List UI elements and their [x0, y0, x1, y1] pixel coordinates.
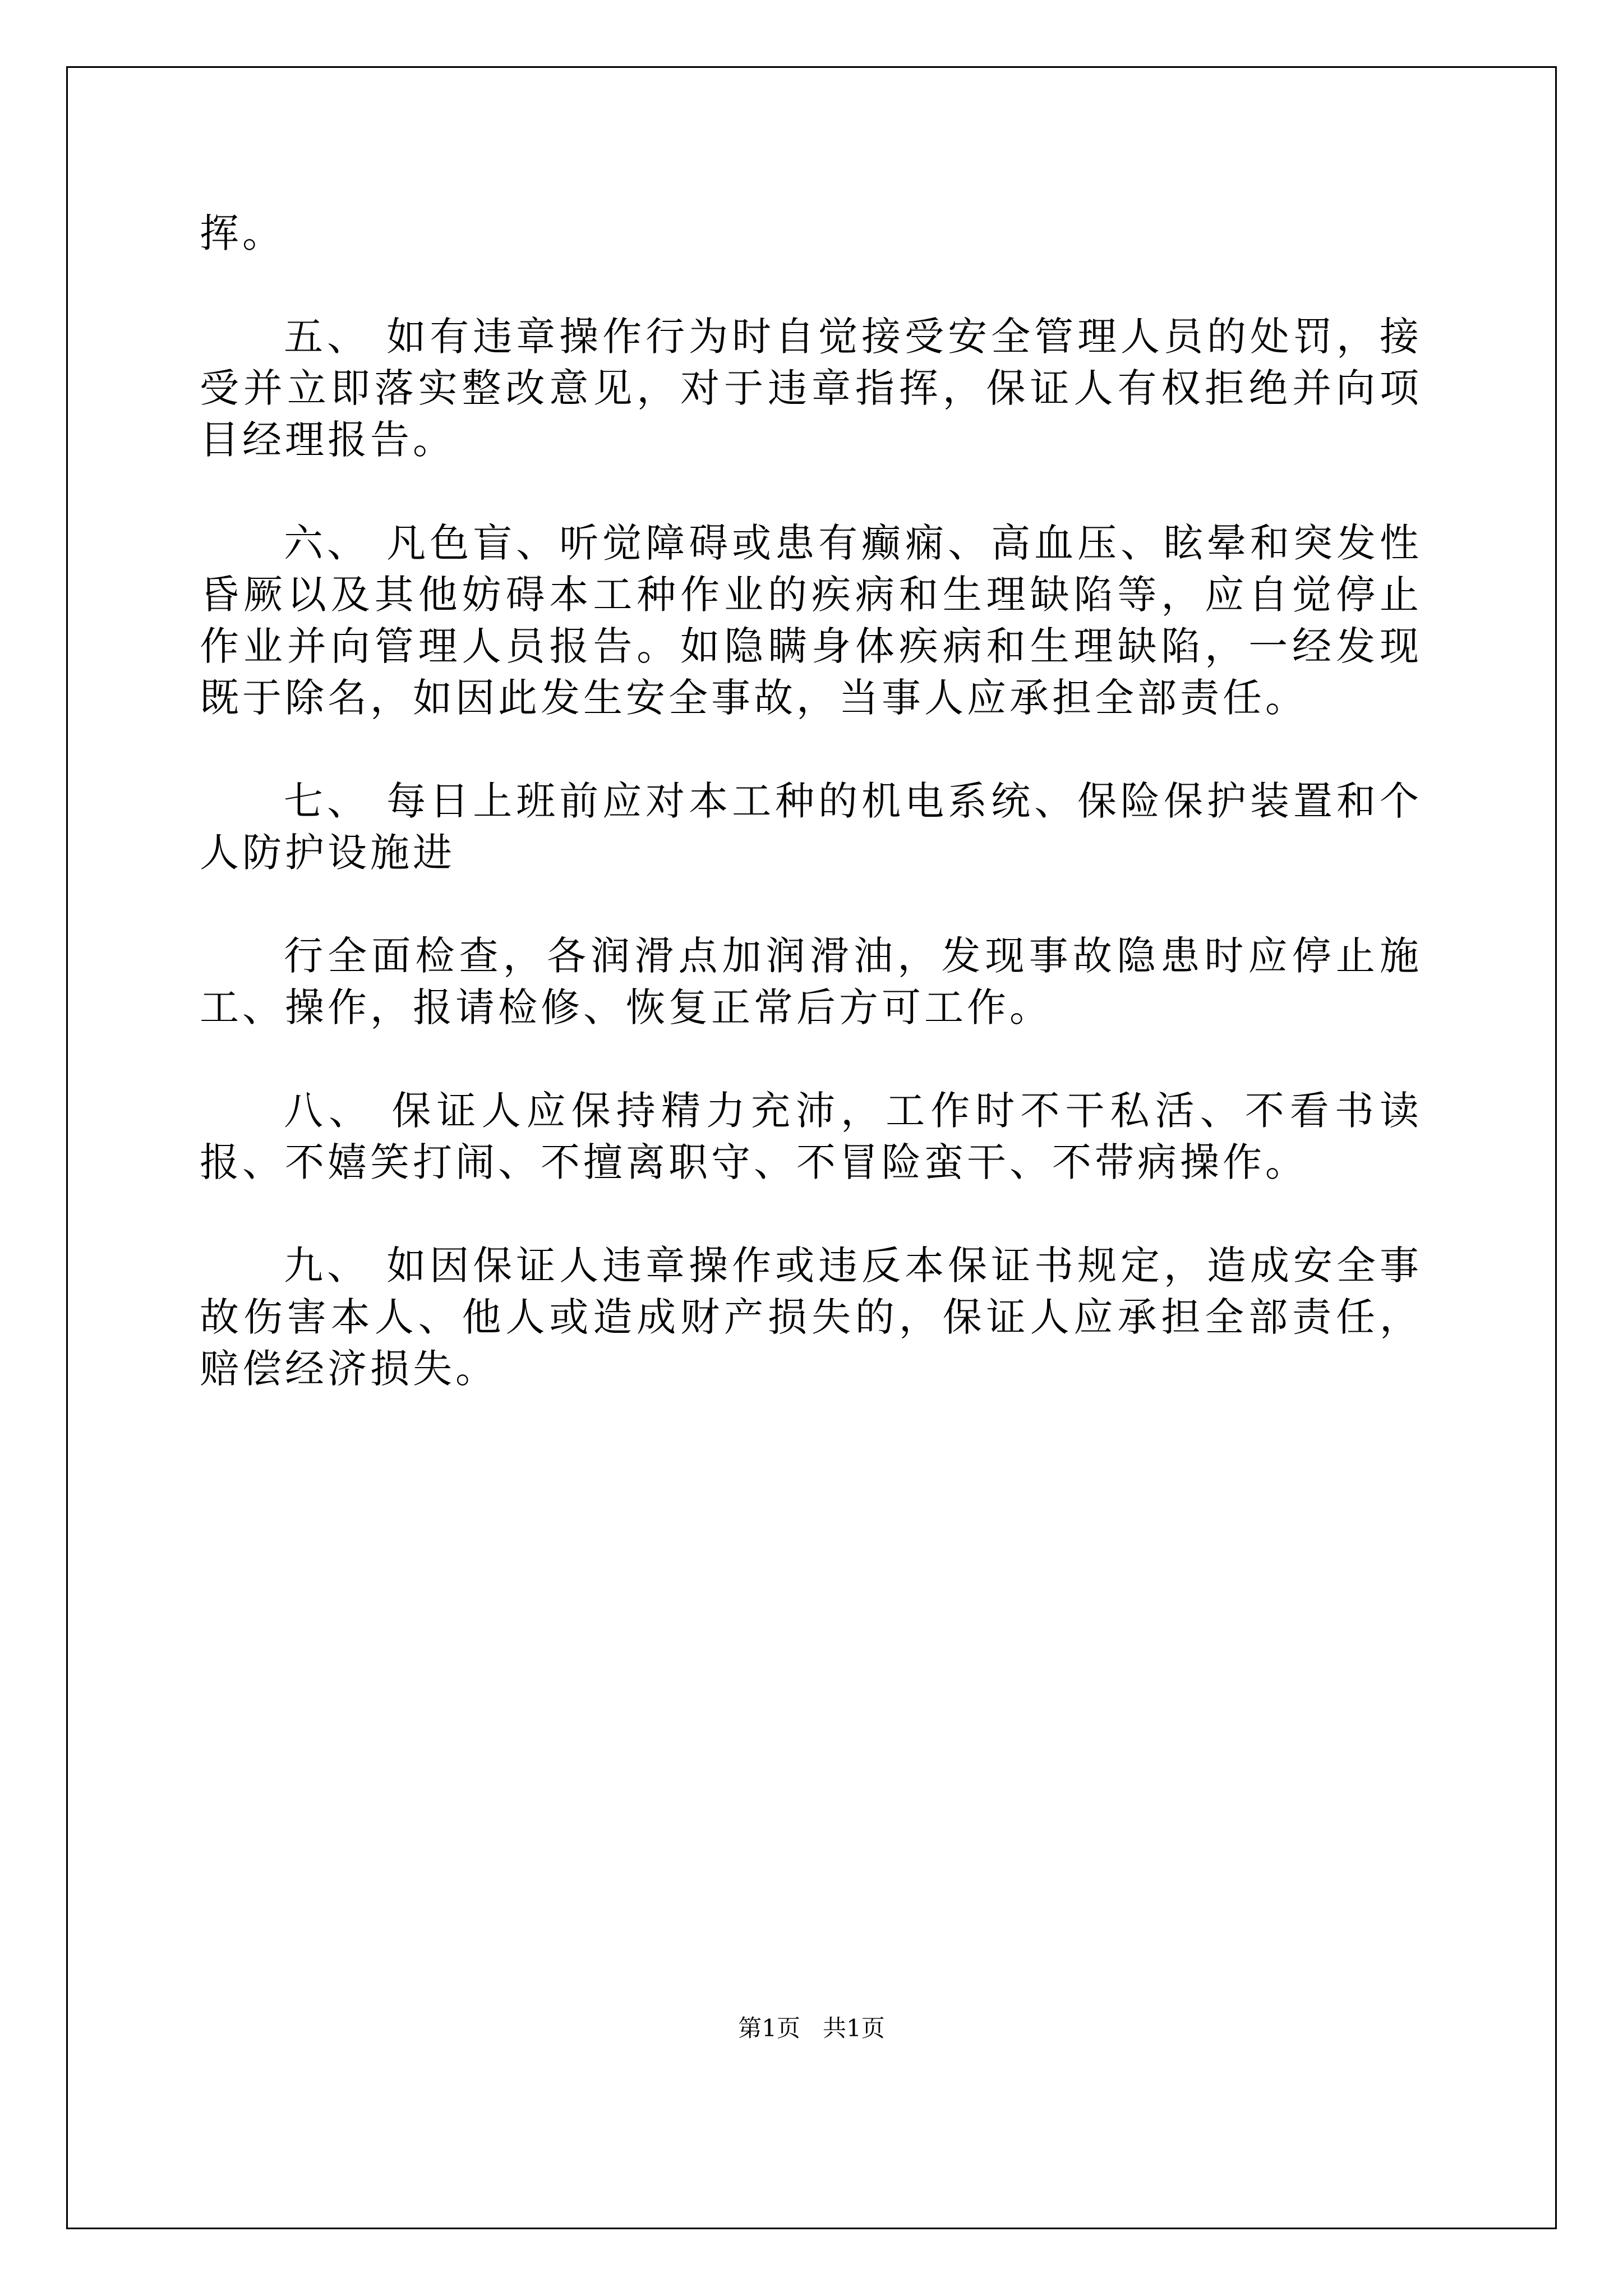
paragraph-item-6: 六、 凡色盲、听觉障碍或患有癫痫、高血压、眩晕和突发性昏厥以及其他妨碍本工种作业的疾病和生理缺陷等，应自觉停止作业并向管理人员报告。如隐瞒身体疾病和生理缺陷，一经发现既于除名，如因此发生安全事故，当事人应承担全部责任。: [200, 520, 1422, 721]
paragraph-continuation: 挥。: [200, 210, 285, 256]
page-footer: [0, 2014, 1623, 2043]
paragraph-item-7: 七、 每日上班前应对本工种的机电系统、保险保护装置和个人防护设施进: [200, 778, 1422, 876]
paragraph-item-8: 八、 保证人应保持精力充沛，工作时不干私活、不看书读报、不嬉笑打闹、不擅离职守、不冒险蛮干、不带病操作。: [200, 1088, 1422, 1185]
page-total: 共1页: [823, 2014, 885, 2042]
page-number: 第1页: [738, 2014, 800, 2042]
paragraph-item-7-continued: 行全面检查，各润滑点加润滑油，发现事故隐患时应停止施工、操作，报请检修、恢复正常后方可工作。: [200, 933, 1422, 1030]
document-body: [200, 208, 1422, 1446]
paragraph-item-9: 九、 如因保证人违章操作或违反本保证书规定，造成安全事故伤害本人、他人或造成财产损失的，保证人应承担全部责任，赔偿经济损失。: [200, 1243, 1422, 1392]
paragraph-item-5: 五、 如有违章操作行为时自觉接受安全管理人员的处罚，接受并立即落实整改意见，对于违章指挥，保证人有权拒绝并向项目经理报告。: [200, 314, 1422, 463]
